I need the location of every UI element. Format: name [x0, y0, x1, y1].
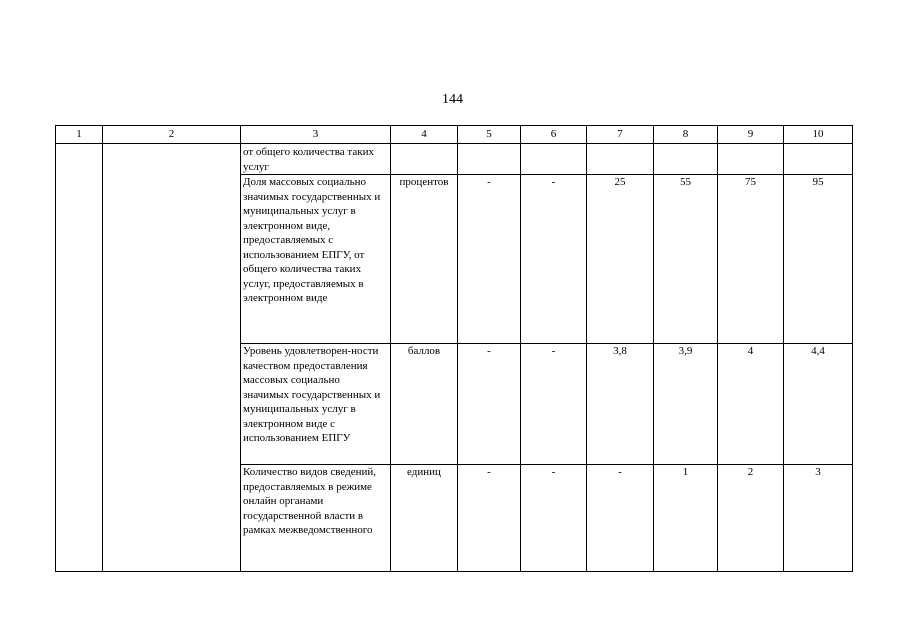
value-cell: 3,8	[587, 344, 654, 465]
value-cell: 3,9	[654, 344, 718, 465]
value-cell	[654, 144, 718, 175]
header-row	[56, 126, 853, 144]
column-header: 6	[521, 126, 587, 144]
value-cell: 3	[784, 465, 853, 572]
value-cell: 75	[718, 175, 784, 344]
column-header: 7	[587, 126, 654, 144]
value-cell: 95	[784, 175, 853, 344]
column-header: 1	[56, 126, 103, 144]
unit-cell: процентов	[391, 175, 458, 344]
value-cell: -	[521, 465, 587, 572]
unit-cell: единиц	[391, 465, 458, 572]
page-number: 144	[442, 92, 463, 107]
value-cell: -	[587, 465, 654, 572]
value-cell: -	[521, 175, 587, 344]
value-cell: -	[458, 465, 521, 572]
value-cell: 25	[587, 175, 654, 344]
unit-cell	[391, 144, 458, 175]
indicators-table	[55, 125, 853, 572]
indicator-name: Уровень удовлетворен-ности качеством предоставления массовых социально значимых государственных и муниципальных услуг в электронном виде с использованием ЕПГУ	[241, 344, 391, 465]
indicator-name: от общего количества таких услуг	[241, 144, 391, 175]
column-header: 10	[784, 126, 853, 144]
value-cell: 4	[718, 344, 784, 465]
column-header: 2	[103, 126, 241, 144]
unit-cell: баллов	[391, 344, 458, 465]
table-cell-col1	[56, 144, 103, 572]
value-cell: -	[521, 344, 587, 465]
column-header: 5	[458, 126, 521, 144]
value-cell: -	[458, 344, 521, 465]
column-header: 9	[718, 126, 784, 144]
value-cell	[458, 144, 521, 175]
column-header: 3	[241, 126, 391, 144]
value-cell: 4,4	[784, 344, 853, 465]
value-cell: -	[458, 175, 521, 344]
value-cell: 55	[654, 175, 718, 344]
value-cell	[784, 144, 853, 175]
indicator-name: Количество видов сведений, предоставляемых в режиме онлайн органами государственной власти в рамках межведомственного	[241, 465, 391, 572]
table-row	[56, 144, 853, 175]
value-cell: 1	[654, 465, 718, 572]
value-cell	[718, 144, 784, 175]
value-cell	[587, 144, 654, 175]
indicator-name: Доля массовых социально значимых государственных и муниципальных услуг в электронном виде, предоставляемых с использованием ЕПГУ, от общего количества таких услуг, предоставляемых в электронном виде	[241, 175, 391, 344]
table-cell-col2	[103, 144, 241, 572]
value-cell: 2	[718, 465, 784, 572]
column-header: 4	[391, 126, 458, 144]
column-header: 8	[654, 126, 718, 144]
value-cell	[521, 144, 587, 175]
